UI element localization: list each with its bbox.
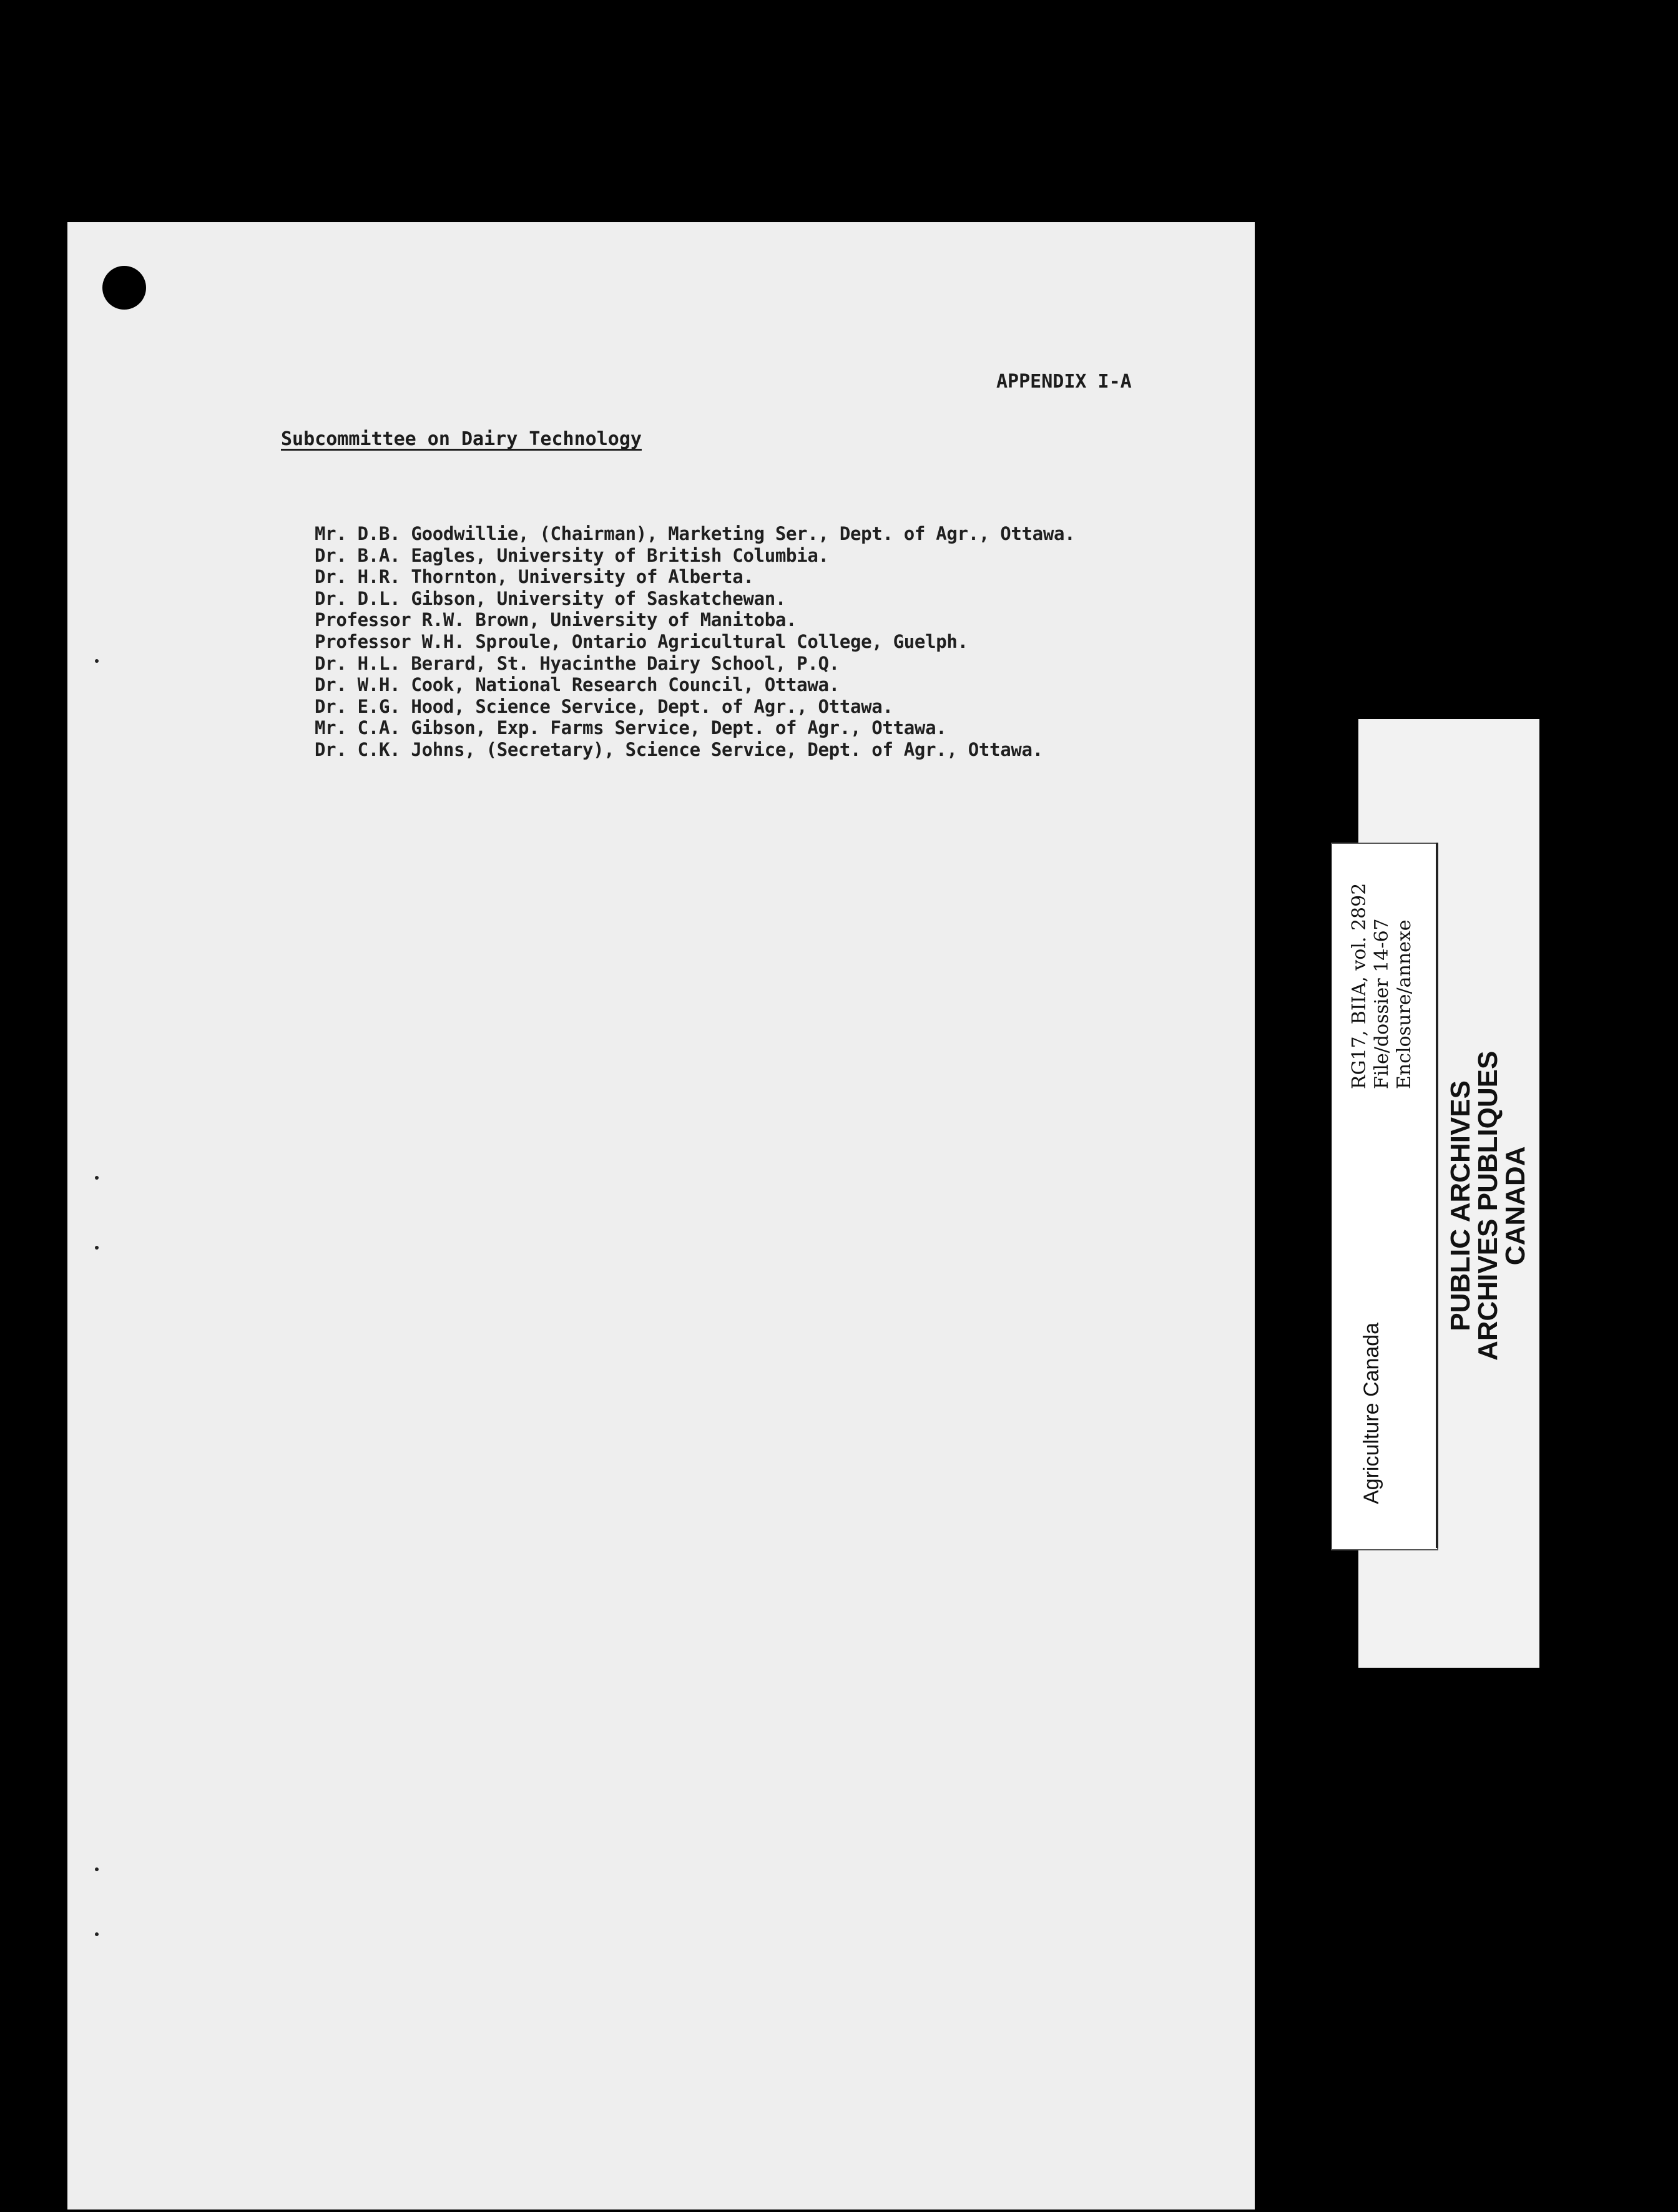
document-page: [67, 222, 1255, 2210]
member-entry: Mr. D.B. Goodwillie, (Chairman), Marketing Ser., Dept. of Agr., Ottawa.: [315, 523, 1076, 544]
punch-hole: [102, 266, 146, 310]
member-entry: Dr. D.L. Gibson, University of Saskatchewan.: [315, 587, 787, 609]
member-entry: Mr. C.A. Gibson, Exp. Farms Service, Dept. of Agr., Ottawa.: [315, 717, 947, 739]
member-entry: Dr. W.H. Cook, National Research Council, Ottawa.: [315, 674, 840, 696]
paper-speck: [95, 1246, 99, 1250]
paper-speck: [95, 1932, 99, 1936]
archive-reference: RG17, BIIA, vol. 2892: [1348, 883, 1370, 1089]
archives-stamp: [1447, 1051, 1529, 1361]
member-list: [315, 523, 1075, 761]
member-entry: Dr. C.K. Johns, (Secretary), Science Service, Dept. of Agr., Ottawa.: [315, 738, 1043, 760]
archive-enclosure: Enclosure/annexe: [1393, 919, 1415, 1089]
archives-line: CANADA: [1500, 1146, 1531, 1266]
paper-speck: [95, 659, 99, 663]
agency-name: Agriculture Canada: [1360, 1322, 1383, 1504]
paper-speck: [95, 1867, 99, 1871]
member-entry: Dr. B.A. Eagles, University of British Columbia.: [315, 544, 829, 566]
appendix-label: APPENDIX I-A: [996, 371, 1132, 393]
archives-line: ARCHIVES PUBLIQUES: [1473, 1050, 1503, 1361]
member-entry: Professor W.H. Sproule, Ontario Agricultural College, Guelph.: [315, 630, 968, 652]
member-entry: Dr. H.R. Thornton, University of Alberta.: [315, 566, 754, 588]
member-entry: Dr. E.G. Hood, Science Service, Dept. of Agr., Ottawa.: [315, 695, 893, 717]
paper-speck: [95, 1176, 99, 1180]
member-entry: Professor R.W. Brown, University of Manitoba.: [315, 609, 797, 631]
slip-divider: [1436, 843, 1438, 1548]
archives-line: PUBLIC ARCHIVES: [1445, 1080, 1476, 1331]
member-entry: Dr. H.L. Berard, St. Hyacinthe Dairy School, P.Q.: [315, 652, 840, 674]
archive-file-number: File/dossier 14-67: [1371, 918, 1393, 1089]
page-heading: Subcommittee on Dairy Technology: [281, 428, 642, 450]
